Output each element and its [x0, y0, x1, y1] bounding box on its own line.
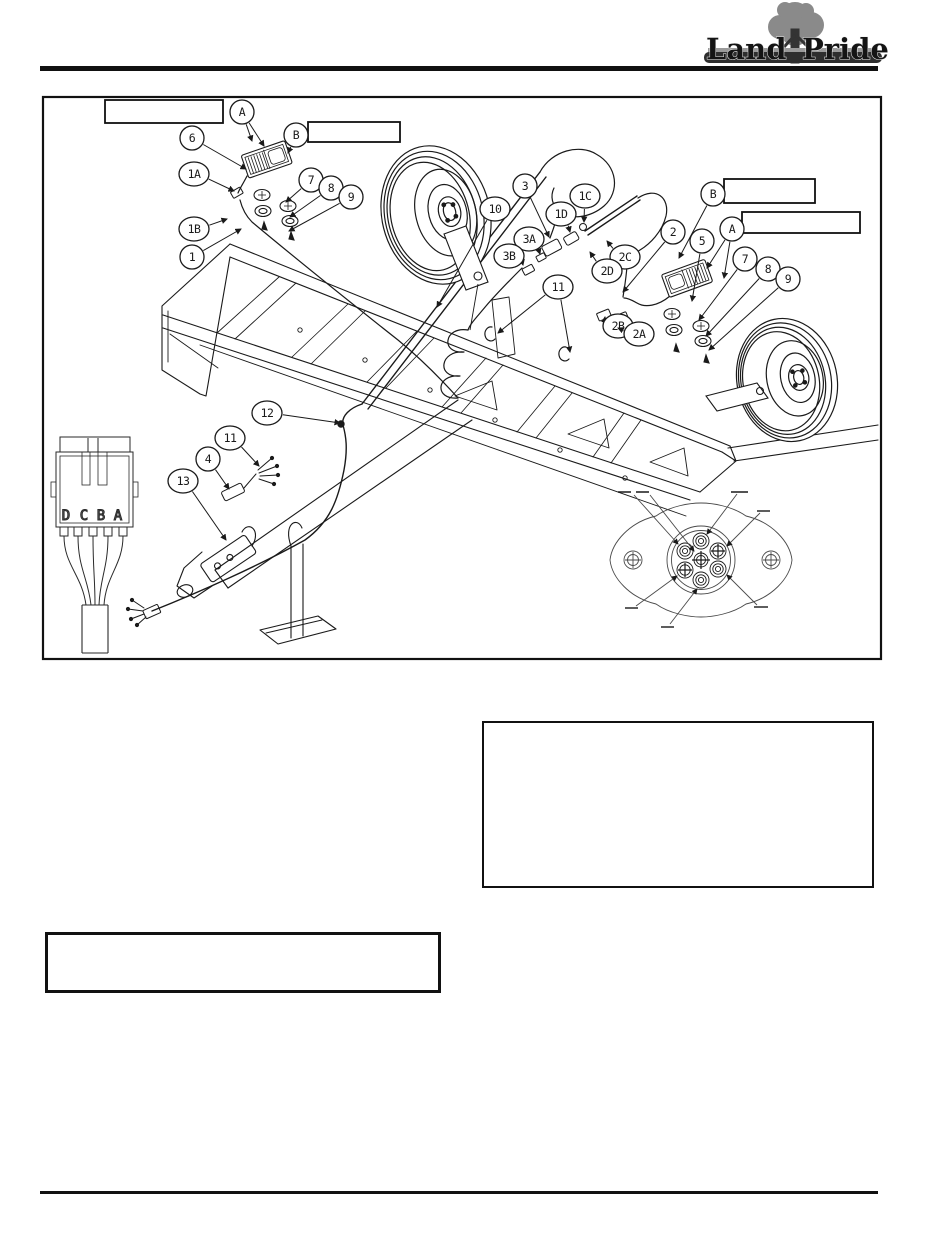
callout-1b	[179, 217, 227, 241]
flat-pin-letter-a: A	[113, 508, 123, 524]
callout-leader	[192, 492, 226, 541]
callout-1a	[179, 162, 234, 191]
label-box-1	[105, 100, 223, 123]
callout-leader	[539, 250, 541, 255]
callout-label: 1D	[554, 207, 568, 221]
callout-label: B	[709, 187, 717, 201]
right-wheel	[725, 309, 849, 451]
callout-label: A	[728, 222, 736, 236]
callout-4	[196, 447, 229, 489]
callout-leader	[288, 147, 291, 153]
callout-13	[168, 469, 226, 540]
callout-label: 8	[327, 181, 335, 195]
label-box-3	[724, 179, 815, 203]
callout-label: A	[238, 105, 246, 119]
flat-connector-detail	[51, 437, 138, 653]
empty-text-box-small	[45, 932, 441, 993]
callout-11-lower	[215, 426, 259, 466]
callout-label: 8	[764, 262, 772, 276]
callout-leader	[283, 415, 340, 423]
callout-label: 7	[741, 252, 749, 266]
callout-leader	[216, 470, 230, 489]
flat-pin-letter-d: D	[61, 508, 71, 524]
cable-clip-1	[485, 327, 495, 341]
callout-leader	[523, 263, 524, 265]
callout-7-left	[286, 168, 323, 202]
right-light-hardware	[664, 309, 711, 364]
logo-word-pride: Pride	[802, 32, 888, 66]
callout-a-left	[230, 100, 264, 146]
hitch-plug	[126, 598, 161, 626]
callout-label: 13	[176, 474, 190, 488]
flat-pin-letter-c: C	[79, 508, 89, 524]
callout-label: 9	[347, 190, 355, 204]
label-box-2	[308, 122, 400, 142]
callout-label: 2D	[600, 264, 614, 278]
callout-1d	[546, 202, 576, 232]
callout-12	[252, 401, 340, 425]
callout-label: 3B	[502, 249, 516, 263]
callout-leader	[209, 219, 227, 225]
callout-label: 1B	[187, 222, 201, 236]
cable-clip-2	[559, 347, 569, 361]
callout-leader	[209, 179, 234, 191]
callout-label: 1A	[187, 167, 201, 181]
callout-leader	[590, 252, 596, 261]
callout-3b	[494, 244, 524, 268]
label-box-4	[742, 212, 860, 233]
callout-label: 9	[784, 272, 792, 286]
callout-leader	[607, 241, 613, 248]
footer-rule	[40, 1191, 878, 1194]
callout-label: 7	[307, 173, 315, 187]
harness-clamp	[338, 421, 344, 427]
callout-label: 5	[698, 234, 706, 248]
callout-label: 6	[188, 131, 196, 145]
callout-leader	[568, 226, 570, 232]
harness-ferrule	[221, 456, 280, 501]
callout-leader	[249, 123, 264, 146]
callout-label: 2B	[611, 319, 625, 333]
round-connector-detail	[610, 492, 792, 627]
hitch-coupler	[200, 534, 257, 582]
callout-label: 1	[188, 250, 196, 264]
callout-label: 2A	[632, 327, 646, 341]
callout-leader	[561, 300, 570, 352]
callout-label: 1C	[578, 189, 592, 203]
callout-label: 11	[551, 280, 565, 294]
logo-word-land: Land	[706, 32, 787, 66]
callout-11-upper	[498, 275, 573, 352]
callout-label: 4	[204, 452, 212, 466]
callout-label: 12	[260, 406, 274, 420]
right-tail-light	[661, 259, 712, 297]
empty-text-box-large	[482, 721, 874, 888]
jack-stand	[260, 522, 336, 644]
callout-leader	[242, 447, 260, 466]
callout-label: B	[292, 128, 300, 142]
callout-leader	[498, 295, 545, 333]
callout-label: 2C	[618, 250, 632, 264]
callout-leader	[203, 145, 246, 170]
callout-label: 11	[223, 431, 237, 445]
callout-label: 3	[521, 179, 529, 193]
callout-label: 10	[488, 202, 502, 216]
callout-label: 3A	[522, 232, 536, 246]
flat-pin-letter-b: B	[96, 508, 106, 524]
callout-leader	[706, 279, 759, 337]
callout-leader	[286, 189, 301, 202]
coupler-latch-handle	[242, 527, 256, 546]
callout-leader	[724, 242, 730, 278]
left-tail-light	[241, 141, 292, 179]
callout-label: 2	[669, 225, 677, 239]
